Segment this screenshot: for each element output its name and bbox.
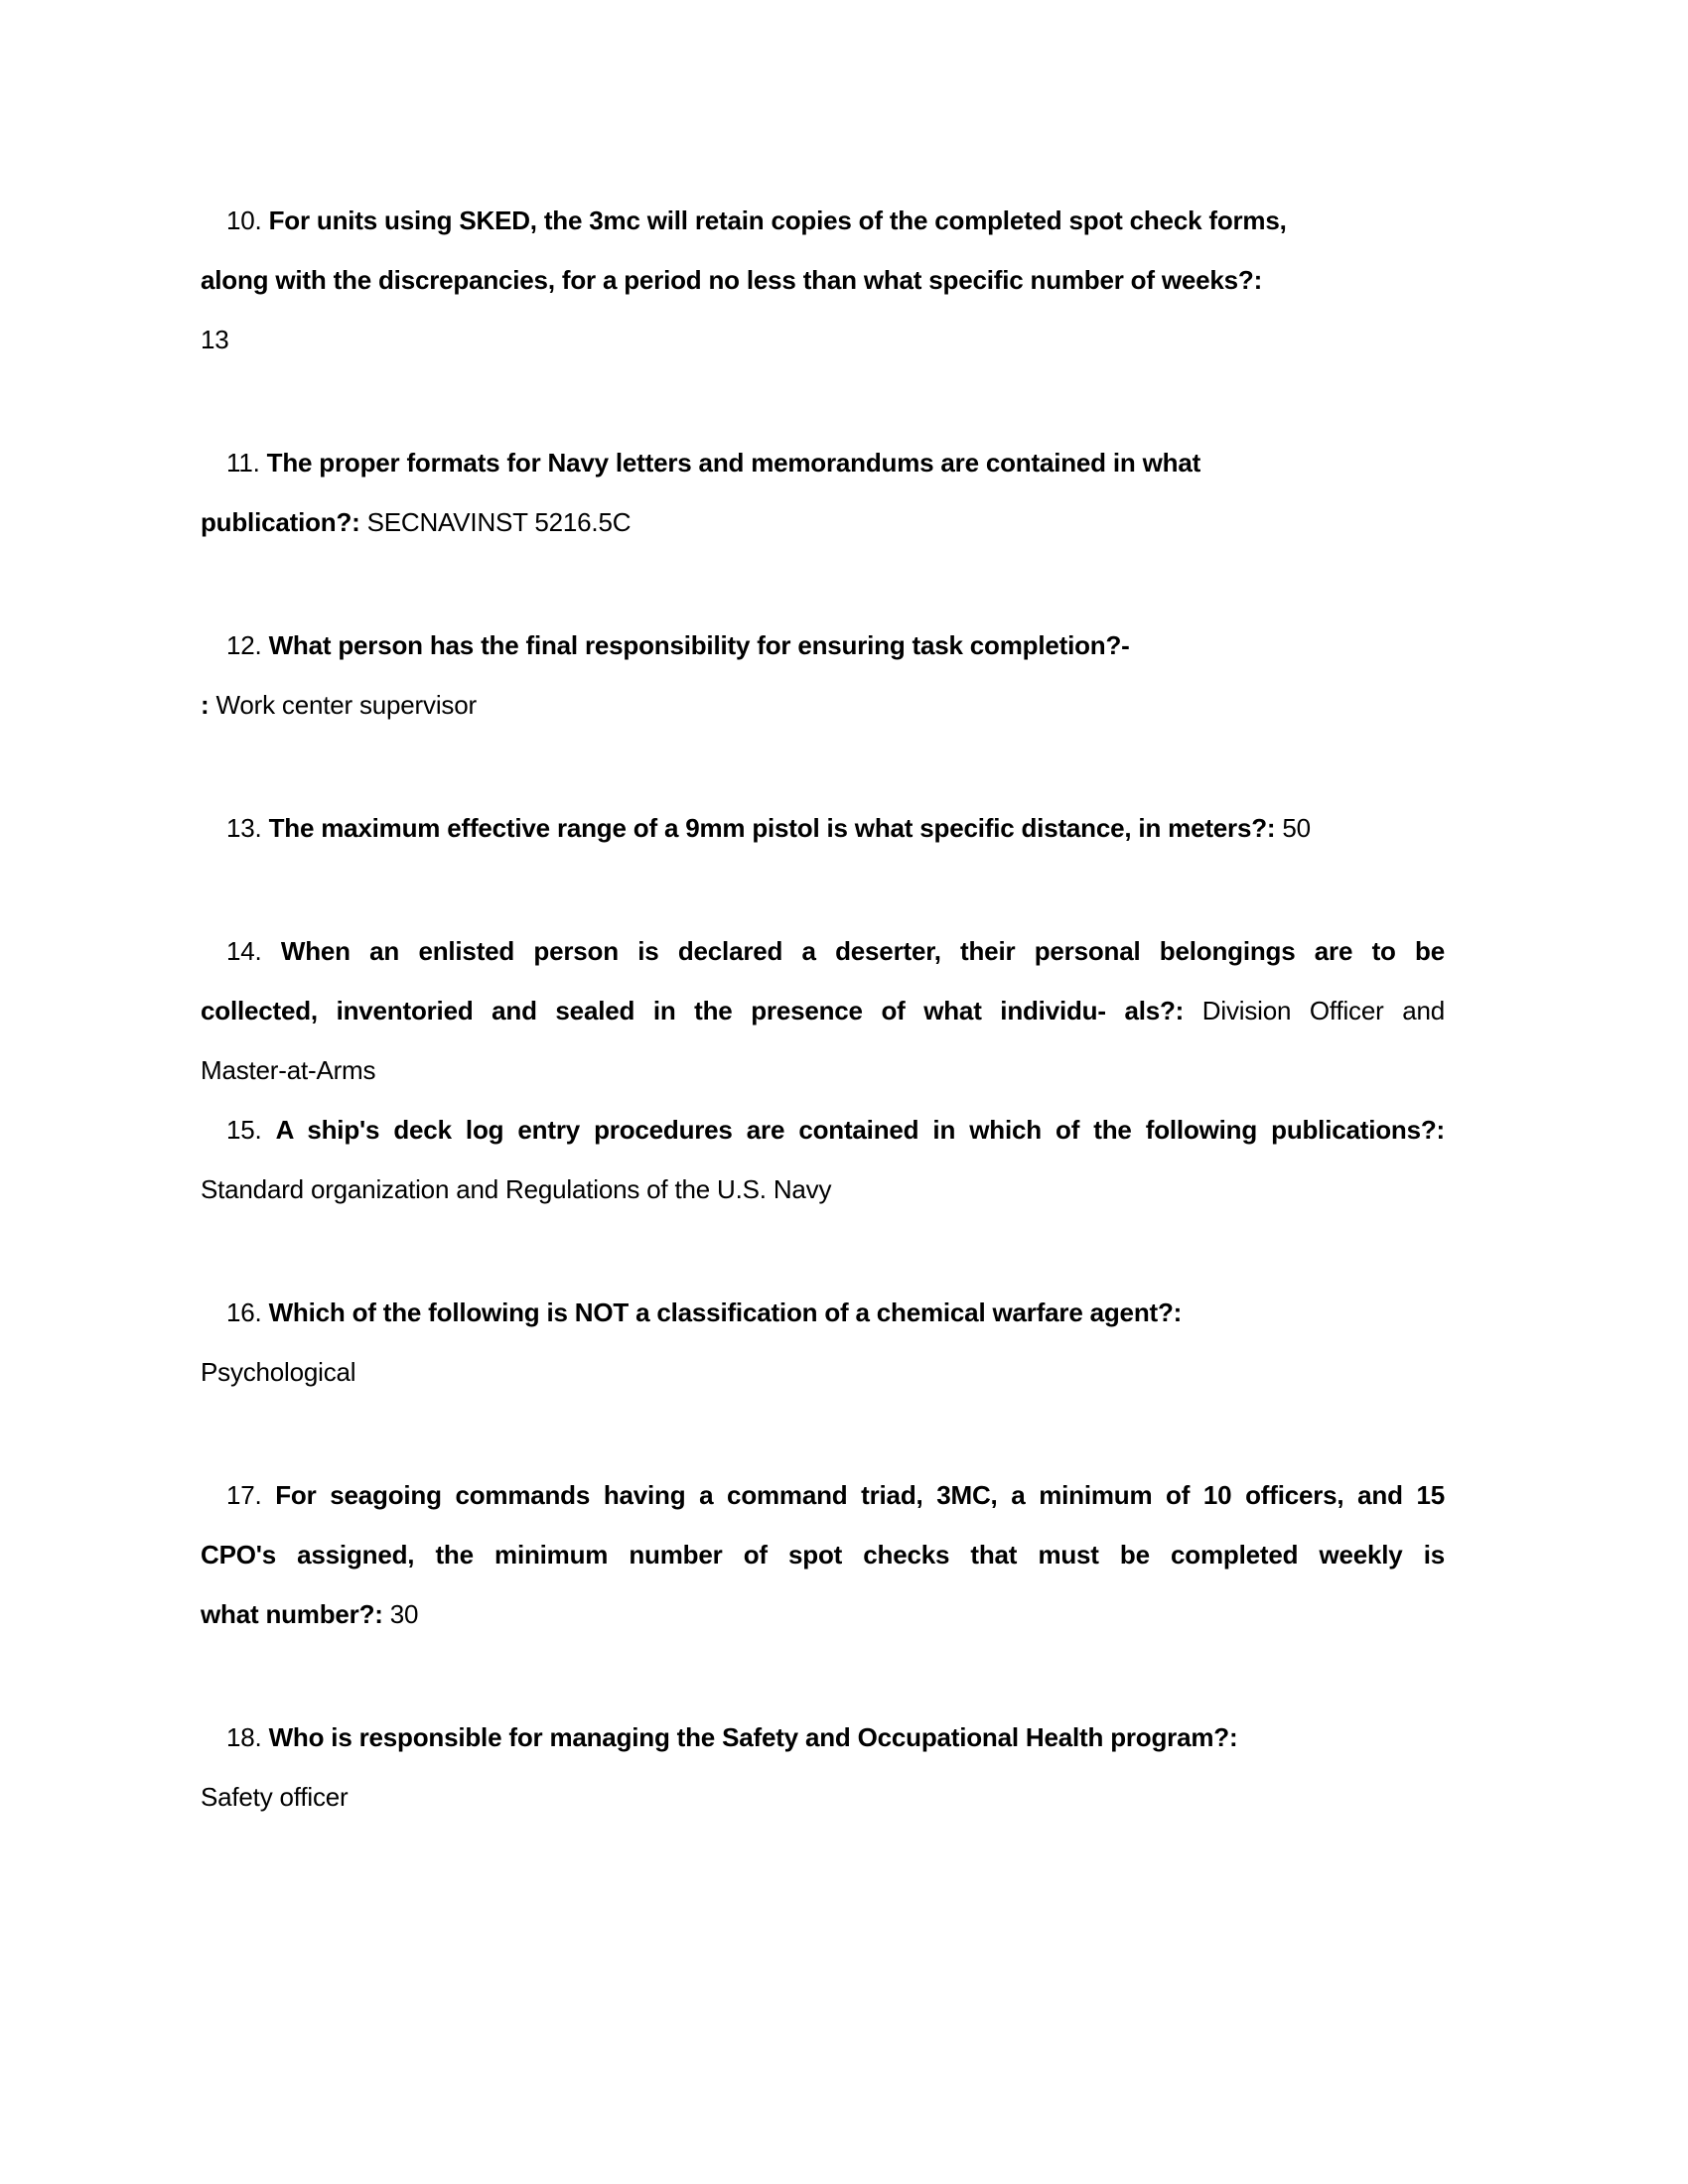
answer-text: Division Officer and [1201, 996, 1445, 1025]
text-line [201, 250, 1445, 310]
qa-item-11 [201, 433, 1445, 552]
text-line [201, 675, 1445, 735]
text-line [201, 1100, 1445, 1160]
answer-text: Safety officer [201, 1782, 349, 1812]
question-text: collected, inventoried and sealed in the presence of what individu- als?: [201, 996, 1202, 1025]
question-text: Which of the following is NOT a classification of a chemical warfare agent?: [268, 1297, 1183, 1327]
item-number: 14. [226, 936, 281, 966]
question-text: The maximum effective range of a 9mm pistol is what specific distance, in meters?: [268, 813, 1283, 843]
qa-item-10 [201, 191, 1445, 369]
qa-item-15 [201, 1100, 1445, 1219]
qa-item-16 [201, 1283, 1445, 1402]
answer-text: 13 [201, 325, 229, 354]
question-text: publication?: [201, 507, 367, 537]
qa-item-12 [201, 615, 1445, 735]
item-number: 18. [226, 1722, 269, 1752]
question-text: CPO's assigned, the minimum number of spot checks that must be completed weekly is [201, 1540, 1445, 1570]
question-text: what number?: [201, 1599, 390, 1629]
text-line [201, 1283, 1445, 1342]
question-text: The proper formats for Navy letters and memorandums are contained in what [266, 448, 1201, 478]
question-text: Who is responsible for managing the Safety and Occupational Health program?: [268, 1722, 1238, 1752]
question-text: What person has the final responsibility for ensuring task completion?- [268, 630, 1130, 660]
question-text: For units using SKED, the 3mc will retain copies of the completed spot check forms, [268, 205, 1287, 235]
qa-item-17 [201, 1465, 1445, 1644]
text-line [201, 1465, 1445, 1525]
item-number: 16. [226, 1297, 269, 1327]
answer-text: SECNAVINST 5216.5C [366, 507, 632, 537]
text-line [201, 492, 1445, 552]
qa-item-14 [201, 921, 1445, 1100]
text-line [201, 1525, 1445, 1584]
text-line [201, 1707, 1445, 1767]
text-line [201, 615, 1445, 675]
answer-text: 50 [1282, 813, 1311, 843]
question-text: A ship's deck log entry procedures are contained in which of the following publications?: [275, 1115, 1445, 1145]
question-text: For seagoing commands having a command triad, 3MC, a minimum of 10 officers, and 15 [275, 1480, 1445, 1510]
text-line [201, 433, 1445, 492]
text-line [201, 1584, 1445, 1644]
question-text: When an enlisted person is declared a deserter, their personal belongings are to be [280, 936, 1445, 966]
answer-text: Psychological [201, 1357, 356, 1387]
answer-text: Master-at-Arms [201, 1055, 376, 1085]
answer-text: Work center supervisor [215, 690, 477, 720]
item-number: 17. [226, 1480, 276, 1510]
text-line [201, 310, 1445, 369]
item-number: 11. [226, 448, 267, 478]
question-text: : [201, 690, 216, 720]
item-number: 12. [226, 630, 269, 660]
text-line [201, 921, 1445, 981]
text-line [201, 1160, 1445, 1219]
qa-list [201, 191, 1445, 1890]
question-text: along with the discrepancies, for a period no less than what specific number of weeks?: [201, 265, 1263, 295]
item-number: 15. [226, 1115, 276, 1145]
item-number: 10. [226, 205, 269, 235]
text-line [201, 798, 1445, 858]
answer-text: Standard organization and Regulations of the U.S. Navy [201, 1174, 832, 1204]
qa-item-13 [201, 798, 1445, 858]
answer-text: 30 [389, 1599, 419, 1629]
text-line [201, 1767, 1445, 1827]
text-line [201, 1040, 1445, 1100]
text-line [201, 191, 1445, 250]
qa-item-18 [201, 1707, 1445, 1827]
text-line [201, 981, 1445, 1040]
text-line [201, 1342, 1445, 1402]
item-number: 13. [226, 813, 269, 843]
